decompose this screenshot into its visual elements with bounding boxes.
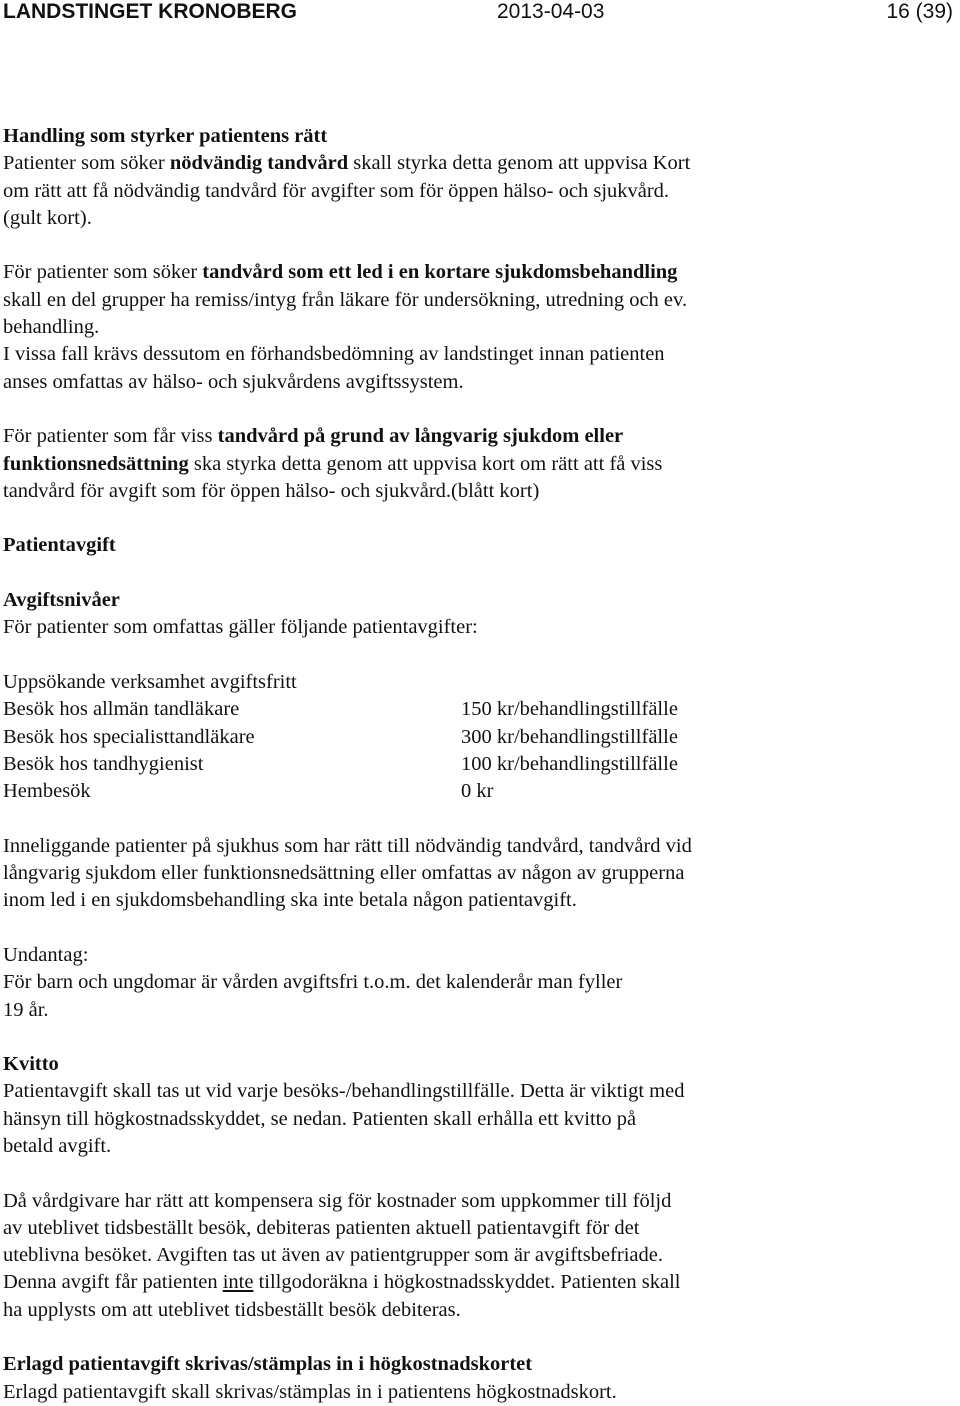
emphasis-text: nödvändig tandvård xyxy=(169,152,349,175)
fee-price: 100 kr/behandlingstillfälle xyxy=(461,752,678,775)
paragraph-line xyxy=(3,150,953,177)
paragraph-line: uteblivna besöket. Avgiften tas ut även av patientgrupper som är avgiftsbefriade. xyxy=(3,1244,663,1267)
fee-price: 0 kr xyxy=(461,780,494,803)
spacer xyxy=(3,805,953,832)
fee-table xyxy=(3,696,953,805)
paragraph-line: anses omfattas av hälso- och sjukvårdens avgiftssystem. xyxy=(3,370,464,393)
section-high-cost-card xyxy=(3,1351,953,1406)
paragraph-line: Då vårdgivare har rätt att kompensera sig för kostnader som uppkommer till följd xyxy=(3,1189,672,1212)
spacer xyxy=(3,232,953,259)
paragraph-line: hänsyn till högkostnadsskyddet, se nedan. Patienten skall erhålla ett kvitto på xyxy=(3,1107,637,1130)
paragraph-line: 19 år. xyxy=(3,998,49,1021)
document-date: 2013-04-03 xyxy=(497,0,605,23)
section-long-term-illness xyxy=(3,423,953,505)
spacer xyxy=(3,1324,953,1351)
page-header xyxy=(0,0,960,26)
fee-label: Besök hos allmän tandläkare xyxy=(3,698,240,721)
fee-price: 300 kr/behandlingstillfälle xyxy=(461,725,678,748)
heading-fee-levels: Avgiftsnivåer xyxy=(3,589,120,612)
text-span: skall styrka detta genom att uppvisa Kort xyxy=(348,152,691,175)
text-span: Patienter som söker xyxy=(3,152,170,175)
text-span: För patienter som får viss xyxy=(3,425,218,448)
paragraph-line: ha upplysts om att uteblivet tidsbeställt besök debiteras. xyxy=(3,1298,461,1321)
page-number: 16 (39) xyxy=(886,0,953,23)
paragraph-line: betald avgift. xyxy=(3,1134,112,1157)
paragraph-line: om rätt att få nödvändig tandvård för avgifter som för öppen hälso- och sjukvård. xyxy=(3,179,670,202)
spacer xyxy=(3,915,953,942)
document-body xyxy=(3,123,953,1406)
paragraph-line: Patientavgift skall tas ut vid varje besöks-/behandlingstillfälle. Detta är viktigt med xyxy=(3,1080,685,1103)
paragraph-line xyxy=(3,423,953,450)
heading-receipt: Kvitto xyxy=(3,1053,59,1076)
text-span: tillgodoräkna i högkostnadsskyddet. Patienten skall xyxy=(253,1271,681,1294)
section-patient-rights xyxy=(3,123,953,232)
paragraph-line: tandvård för avgift som för öppen hälso- och sjukvård.(blått kort) xyxy=(3,479,540,502)
fee-label: Hembesök xyxy=(3,780,91,803)
fees-intro: För patienter som omfattas gäller följande patientavgifter: xyxy=(3,616,478,639)
paragraph-line xyxy=(3,451,953,478)
fee-row xyxy=(3,751,953,778)
spacer xyxy=(3,560,953,587)
paragraph-line xyxy=(3,1269,953,1296)
paragraph-line: skall en del grupper ha remiss/intyg från läkare för undersökning, utredning och ev. xyxy=(3,288,688,311)
text-span: ska styrka detta genom att uppvisa kort om rätt att få viss xyxy=(188,452,663,475)
fee-row xyxy=(3,724,953,751)
spacer xyxy=(3,1024,953,1051)
section-heading: Handling som styrker patientens rätt xyxy=(3,125,328,147)
emphasis-text: funktionsnedsättning xyxy=(3,452,189,475)
section-fee-levels xyxy=(3,587,953,805)
fee-label: Besök hos specialisttandläkare xyxy=(3,725,255,748)
text-span: Denna avgift får patienten xyxy=(3,1271,223,1294)
section-inpatients xyxy=(3,833,953,915)
paragraph-line: behandling. xyxy=(3,316,100,339)
text-span: För patienter som söker xyxy=(3,261,203,284)
paragraph-line: inom led i en sjukdomsbehandling ska inte betala någon patientavgift. xyxy=(3,889,577,912)
paragraph-line xyxy=(3,259,953,286)
heading-patientavgift: Patientavgift xyxy=(3,534,116,557)
emphasis-text: tandvård som ett led i en kortare sjukdomsbehandling xyxy=(202,261,678,284)
paragraph-line: (gult kort). xyxy=(3,206,92,229)
section-receipt xyxy=(3,1051,953,1160)
heading-exception: Undantag: xyxy=(3,943,89,966)
paragraph-line: I vissa fall krävs dessutom en förhandsbedömning av landstinget innan patienten xyxy=(3,343,665,366)
paragraph-line: För barn och ungdomar är vården avgiftsfri t.o.m. det kalenderår man fyller xyxy=(3,971,623,994)
fee-price: 150 kr/behandlingstillfälle xyxy=(461,698,678,721)
paragraph-line: långvarig sjukdom eller funktionsnedsättning eller omfattas av någon av grupperna xyxy=(3,862,685,885)
spacer xyxy=(3,505,953,532)
underlined-text: inte xyxy=(222,1271,254,1294)
section-no-show xyxy=(3,1188,953,1324)
paragraph-line: av uteblivet tidsbeställt besök, debiteras patienten aktuell patientavgift för det xyxy=(3,1216,640,1239)
fee-free-item: Uppsökande verksamhet avgiftsfritt xyxy=(3,670,297,693)
paragraph-line: Erlagd patientavgift skall skrivas/stämplas in i patientens högkostnadskort. xyxy=(3,1380,617,1403)
section-exception xyxy=(3,942,953,1024)
paragraph-line: Inneliggande patienter på sjukhus som har rätt till nödvändig tandvård, tandvård vid xyxy=(3,834,692,857)
fee-label: Besök hos tandhygienist xyxy=(3,752,204,775)
spacer xyxy=(3,642,953,669)
spacer xyxy=(3,396,953,423)
fee-row xyxy=(3,696,953,723)
organization-name: LANDSTINGET KRONOBERG xyxy=(3,0,297,23)
spacer xyxy=(3,1160,953,1187)
fee-row xyxy=(3,778,953,805)
emphasis-text: tandvård på grund av långvarig sjukdom eller xyxy=(217,425,624,448)
section-referral xyxy=(3,259,953,395)
heading-high-cost-card: Erlagd patientavgift skrivas/stämplas in i högkostnadskortet xyxy=(3,1353,533,1376)
